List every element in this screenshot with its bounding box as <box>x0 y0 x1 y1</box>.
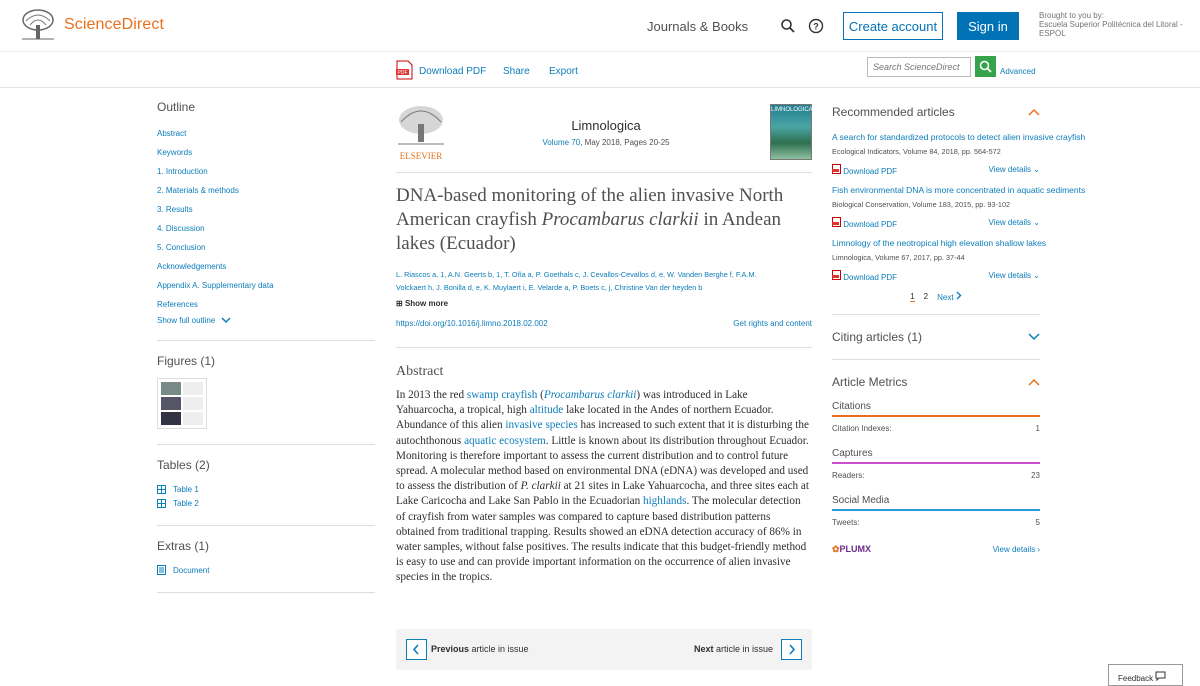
journal-cover-image[interactable]: LIMNOLOGICA <box>770 104 812 160</box>
recommended-pdf-link[interactable]: Download PDF <box>832 164 897 176</box>
chevron-right-icon <box>956 291 962 300</box>
chevron-right-icon <box>782 640 801 659</box>
document-icon <box>157 565 166 575</box>
pdf-icon <box>832 164 841 174</box>
link-invasive-species[interactable]: invasive species <box>505 419 578 432</box>
abstract-heading: Abstract <box>396 364 444 379</box>
volume-info: Volume 70, May 2018, Pages 20-25 <box>542 138 670 147</box>
outline-item-materials[interactable]: 2. Materials & methods <box>157 186 239 195</box>
next-article-label[interactable]: Next article in issue <box>694 644 774 654</box>
abstract-text: In 2013 the red swamp crayfish (Procambarus clarkii) was introduced in Lake Yahuarcocha, a tropical, high altitude lake located in the Andes of northern Ecuador. Abundance of this alien invasive species has increased to such extent that it is disturbing the autochthonous aquatic ecosystem. Little is known about its distribution throughout Ecuador. Monitoring is therefore important to assess the current distribution and to control future spread. A molecular method based on environmental DNA (eDNA) was developed and used to assess the distribution of P. clarkii at 21 sites in Lake Yahuarcocha, and three sites each at Lake Caricocha and Lake San Pablo in the Ecuadorian highlands. The molecular detection of crayfish from water samples was compared to capture based distribution patterns obtained from traditional trapping. Results showed an eDNA detection accuracy of 86% in water samples, without false positives. The results indicate that this budget-friendly method is easy to use and can provide important information on the occurrence of alien invasive species in the tropics. <box>396 389 810 584</box>
advanced-search-link[interactable]: Advanced <box>1000 67 1036 76</box>
page-2[interactable]: 2 <box>923 292 929 301</box>
captures-heading: Captures <box>832 446 1040 464</box>
article-metrics-header[interactable]: Article Metrics <box>832 370 1040 394</box>
top-header <box>0 0 1200 52</box>
outline-item-appendix[interactable]: Appendix A. Supplementary data <box>157 281 274 290</box>
figure-thumbnail[interactable] <box>157 378 207 429</box>
recommended-item: Fish environmental DNA is more concentrated in aquatic sediments Biological Conservation, Volume 183, 2015, pp. 93-102 Download PDF View details ⌄ <box>832 185 1086 229</box>
recommended-pdf-link[interactable]: Download PDF <box>832 270 897 282</box>
extras-title: Extras (1) <box>157 539 210 553</box>
recommended-view-details[interactable]: View details ⌄ <box>988 218 1040 227</box>
recommended-view-details[interactable]: View details ⌄ <box>988 165 1040 174</box>
link-altitude[interactable]: altitude <box>529 404 564 417</box>
figures-title: Figures (1) <box>157 354 216 368</box>
next-article-button[interactable] <box>781 639 802 660</box>
recommended-item: A search for standardized protocols to detect alien invasive crayfish Ecological Indicators, Volume 84, 2018, pp. 564-572 Download PDF View details ⌄ <box>832 132 1086 176</box>
table-2-link[interactable]: Table 2 <box>157 496 375 510</box>
outline-title: Outline <box>157 100 196 114</box>
social-media-heading: Social Media <box>832 493 1040 511</box>
table-icon <box>157 485 166 494</box>
elsevier-logo[interactable]: ELSEVIER <box>396 104 446 160</box>
recommended-item: Limnology of the neotropical high elevation shallow lakes Limnologica, Volume 67, 2017, pp. 37-44 Download PDF View details ⌄ <box>832 238 1047 282</box>
search-icon[interactable] <box>780 18 796 34</box>
create-account-button[interactable]: Create account <box>843 12 943 40</box>
help-icon[interactable] <box>808 18 824 34</box>
link-swamp-crayfish[interactable]: swamp crayfish <box>466 389 538 401</box>
recommended-pdf-link[interactable]: Download PDF <box>832 217 897 229</box>
download-pdf-link[interactable]: Download PDF <box>419 66 487 77</box>
svg-text:PDF: PDF <box>397 70 408 76</box>
outline-item-references[interactable]: References <box>157 300 198 309</box>
feedback-button[interactable]: Feedback <box>1108 664 1183 686</box>
tweets-row: Tweets: 5 <box>832 518 1040 527</box>
readers-row: Readers: 23 <box>832 471 1040 480</box>
metrics-view-details-link[interactable]: View details › <box>992 545 1040 554</box>
right-sidebar <box>832 100 1086 555</box>
recommended-view-details[interactable]: View details ⌄ <box>988 271 1040 280</box>
elsevier-tree-icon <box>396 104 446 146</box>
recommended-title-link[interactable]: Limnology of the neotropical high elevation shallow lakes <box>832 238 1047 248</box>
issue-navigation <box>396 629 812 670</box>
author-list[interactable]: L. Riascos a, 1, A.N. Geerts b, 1, T. Oña a, P. Goethals c, J. Cevallos-Cevallos d, e, W. Vanden Berghe f, F.A.M. Volckaert h, J. Bonilla d, e, K. Muylaert i, E. Velarde a, P. Boets c, j, Christine Van der heyden b <box>396 270 757 292</box>
search-icon <box>975 56 996 77</box>
page-1[interactable]: 1 <box>910 291 915 301</box>
outline-list <box>157 124 375 314</box>
institution-access-text: Brought to you by: Escuela Superior Politécnica del Litoral - ESPOL <box>1039 11 1183 38</box>
table-icon <box>157 499 166 508</box>
chevron-down-icon <box>1028 333 1040 341</box>
recommended-pagination <box>832 291 1040 302</box>
link-aquatic-ecosystem[interactable]: aquatic ecosystem <box>464 434 546 447</box>
chevron-up-icon <box>1028 108 1040 116</box>
outline-item-introduction[interactable]: 1. Introduction <box>157 167 208 176</box>
show-more-authors-button[interactable]: ⊞ Show more <box>396 299 449 308</box>
speech-bubble-icon <box>1155 671 1166 681</box>
pdf-icon <box>832 270 841 280</box>
recommended-articles-header[interactable]: Recommended articles <box>832 100 1040 124</box>
next-page-button[interactable]: Next <box>937 291 962 302</box>
recommended-title-link[interactable]: Fish environmental DNA is more concentrated in aquatic sediments <box>832 185 1086 195</box>
link-procambarus-clarkii[interactable]: Procambarus clarkii <box>543 389 637 401</box>
export-link[interactable]: Export <box>549 66 578 77</box>
chevron-left-icon <box>407 640 426 659</box>
outline-item-results[interactable]: 3. Results <box>157 205 193 214</box>
search-submit-button[interactable] <box>975 56 996 77</box>
link-highlands[interactable]: highlands <box>642 495 687 508</box>
outline-item-abstract[interactable]: Abstract <box>157 129 187 138</box>
doi-link[interactable]: https://doi.org/10.1016/j.limno.2018.02.002 <box>396 319 548 328</box>
journals-books-link[interactable]: Journals & Books <box>647 19 749 34</box>
outline-item-keywords[interactable]: Keywords <box>157 148 193 157</box>
get-rights-link[interactable]: Get rights and content <box>733 319 812 328</box>
citation-indexes-row: Citation Indexes: 1 <box>832 424 1040 433</box>
share-link[interactable]: Share <box>503 66 530 77</box>
left-sidebar <box>157 100 375 606</box>
sciencedirect-brand[interactable]: ScienceDirect <box>64 16 165 33</box>
tables-title: Tables (2) <box>157 458 210 472</box>
previous-article-label[interactable]: Previous article in issue <box>431 644 529 654</box>
elsevier-tree-logo-icon[interactable] <box>20 9 56 41</box>
chevron-down-icon <box>221 317 231 324</box>
plumx-logo[interactable]: ✿PLUMX <box>832 544 872 554</box>
outline-item-conclusion[interactable]: 5. Conclusion <box>157 243 206 252</box>
volume-link[interactable]: Volume 70 <box>542 138 581 147</box>
sign-in-button[interactable]: Sign in <box>957 12 1019 40</box>
previous-article-button[interactable] <box>406 639 427 660</box>
outline-item-discussion[interactable]: 4. Discussion <box>157 224 205 233</box>
outline-item-acknowledgements[interactable]: Acknowledgements <box>157 262 227 271</box>
svg-text:?: ? <box>813 21 819 32</box>
show-full-outline-button[interactable]: Show full outline <box>157 316 375 325</box>
citations-heading: Citations <box>832 399 1040 417</box>
journal-name[interactable]: Limnologica <box>571 118 641 133</box>
article-title: DNA-based monitoring of the alien invasive North American crayfish Procambarus clarkii in Andean lakes (Ecuador) <box>396 185 784 254</box>
table-1-link[interactable]: Table 1 <box>157 482 375 496</box>
chevron-up-icon <box>1028 378 1040 386</box>
recommended-title-link[interactable]: A search for standardized protocols to detect alien invasive crayfish <box>832 132 1086 142</box>
pdf-icon <box>396 60 413 80</box>
search-sciencedirect-input[interactable] <box>867 57 971 77</box>
extras-document-link[interactable]: Document <box>157 563 375 577</box>
citing-articles-header[interactable]: Citing articles (1) <box>832 325 1040 349</box>
pdf-icon <box>832 217 841 227</box>
